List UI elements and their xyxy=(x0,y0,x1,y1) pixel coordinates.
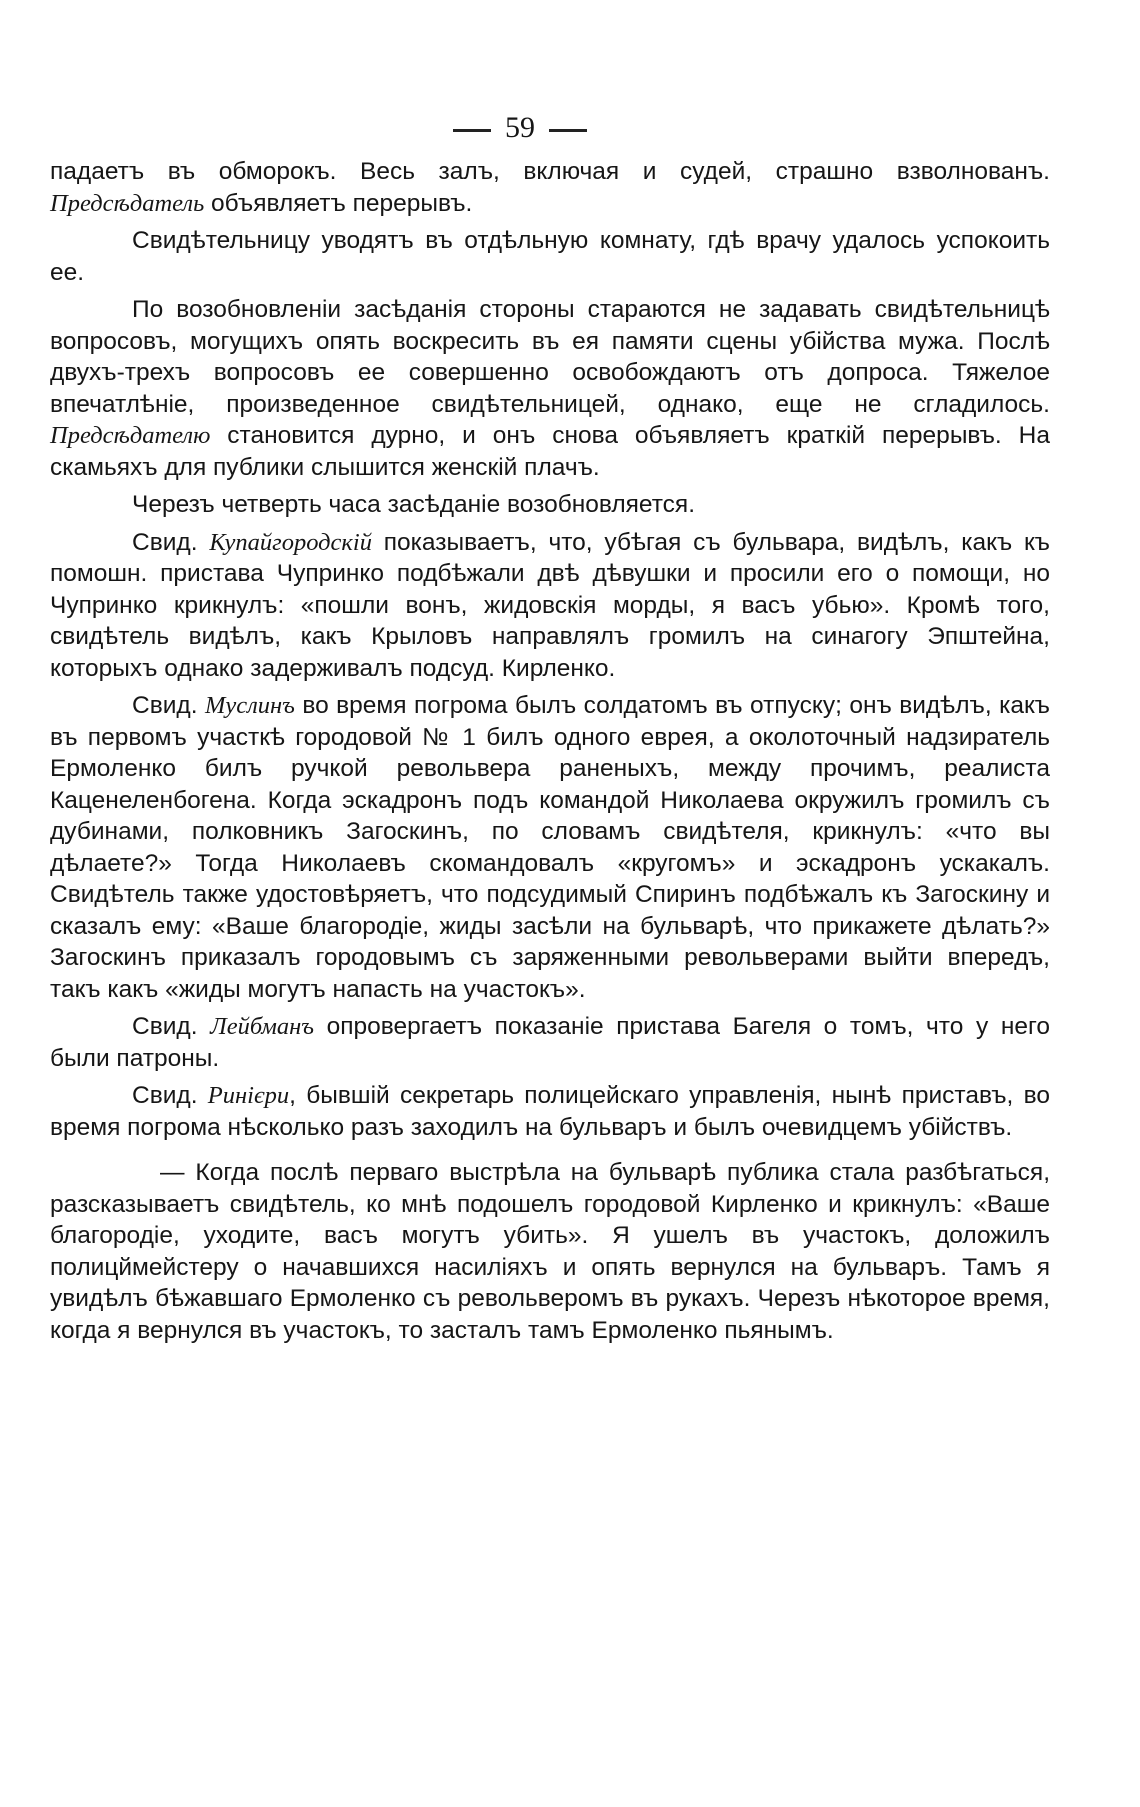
paragraph-text: опровергаетъ показаніе пристава Багеля о томъ, что у него были патроны. xyxy=(50,1013,1050,1072)
dash-right xyxy=(549,129,587,132)
paragraph-text: во время погрома былъ солдатомъ въ отпуску; онъ видѣлъ, какъ въ первомъ участкѣ городовой № 1 билъ одного еврея, а околоточный надзиратель Ермоленко билъ ручкой револьвера раненыхъ, между прочимъ, реалиста Каценеленбогена. Когда эскадронъ подъ командой Николаева окружилъ громилъ съ дубинами, полковникъ Загоскинъ, по словамъ свидѣтеля, крикнулъ: «что вы дѣлаете?» Тогда Николаевъ скомандовалъ «кругомъ» и эскадронъ ускакалъ. Свидѣтель также удостовѣряетъ, что подсудимый Спиринъ подбѣжалъ къ Загоскину и сказалъ ему: «Ваше благородіе, жиды засѣли на бульварѣ, что прикажете дѣлать?» Загоскинъ приказалъ городовымъ съ заряженными револьверами выйти впередъ, такъ какъ «жиды могутъ напасть на участокъ». xyxy=(50,692,1050,1003)
paragraph-text: Свид. xyxy=(132,692,205,719)
paragraph xyxy=(50,690,1050,1005)
paragraph-text: падаетъ въ обморокъ. Весь залъ, включая и судей, страшно взволнованъ. xyxy=(50,158,1050,185)
paragraph xyxy=(50,527,1050,685)
witness-name: Лейбманъ xyxy=(210,1013,314,1040)
paragraph-text: Свидѣтельницу уводятъ въ отдѣльную комнату, гдѣ врачу удалось успокоить ее. xyxy=(50,227,1050,286)
italic-term: Предсѣдатель xyxy=(50,189,205,217)
dash-left xyxy=(453,129,491,132)
paragraph-text: показываетъ, что, убѣгая съ бульвара, видѣлъ, какъ къ помошн. пристава Чупринко подбѣжали двѣ дѣвушки и просили его о помощи, но Чупринко крикнулъ: «пошли вонъ, жидовскія морды, я васъ убью». Кромѣ того, свидѣтель видѣлъ, какъ Крыловъ направлялъ громилъ на синагогу Эпштейна, которыхъ однако задерживалъ подсуд. Кирленко. xyxy=(50,528,1050,682)
paragraph xyxy=(50,225,1050,288)
paragraph xyxy=(50,156,1050,219)
paragraph-text: Свид. xyxy=(132,1013,211,1040)
paragraph-text: По возобновленіи засѣданія стороны стараются не задавать свидѣтельницѣ вопросовъ, могущихъ опять воскресить въ ея памяти сцены убійства мужа. Послѣ двухъ-трехъ вопросовъ ее совершенно освобождаютъ отъ допроса. Тяжелое впечатлѣніе, произведенное свидѣтельницей, однако, еще не сгладилось. xyxy=(50,296,1050,418)
page-number: 59 xyxy=(505,111,535,144)
paragraph-text: становится дурно, и онъ снова объявляетъ краткій перерывъ. На скамьяхъ для публики слышится женскій плачъ. xyxy=(50,422,1050,481)
page-number-header xyxy=(0,100,1050,156)
paragraph xyxy=(50,489,1050,521)
paragraph-text: Свид. xyxy=(132,1082,208,1109)
paragraph xyxy=(50,1011,1050,1074)
witness-name: Муслинъ xyxy=(204,692,295,719)
italic-term: Предсѣдателю xyxy=(50,422,211,449)
paragraph xyxy=(50,1157,1050,1346)
witness-name: Купайгородскій xyxy=(209,528,372,556)
paragraph-text: — Когда послѣ перваго выстрѣла на бульварѣ публика стала разбѣгаться, разсказываетъ свидѣтель, ко мнѣ подошелъ городовой Кирленко и крикнулъ: «Ваше благородіе, уходите, васъ могутъ убить». Я ушелъ въ участокъ, доложилъ полицймейстеру о начавшихся насиліяхъ и опять вернулся на бульваръ. Тамъ я увидѣлъ бѣжавшаго Ермоленко съ револьверомъ въ рукахъ. Черезъ нѣкоторое время, когда я вернулся въ участокъ, то засталъ тамъ Ермоленко пьянымъ. xyxy=(50,1159,1050,1344)
paragraph-text: Черезъ четверть часа засѣданіе возобновляется. xyxy=(132,491,696,518)
paragraph xyxy=(50,1080,1050,1143)
paragraph-text: Свид. xyxy=(132,528,210,556)
paragraph xyxy=(50,294,1050,483)
page xyxy=(50,100,1050,1352)
paragraph-text: , бывшій секретарь полицейскаго управленія, нынѣ приставъ, во время погрома нѣсколько разъ заходилъ на бульваръ и былъ очевидцемъ убійствъ. xyxy=(50,1082,1050,1141)
paragraph-text: объявляетъ перерывъ. xyxy=(204,189,473,217)
witness-name: Ринієри xyxy=(207,1082,290,1109)
